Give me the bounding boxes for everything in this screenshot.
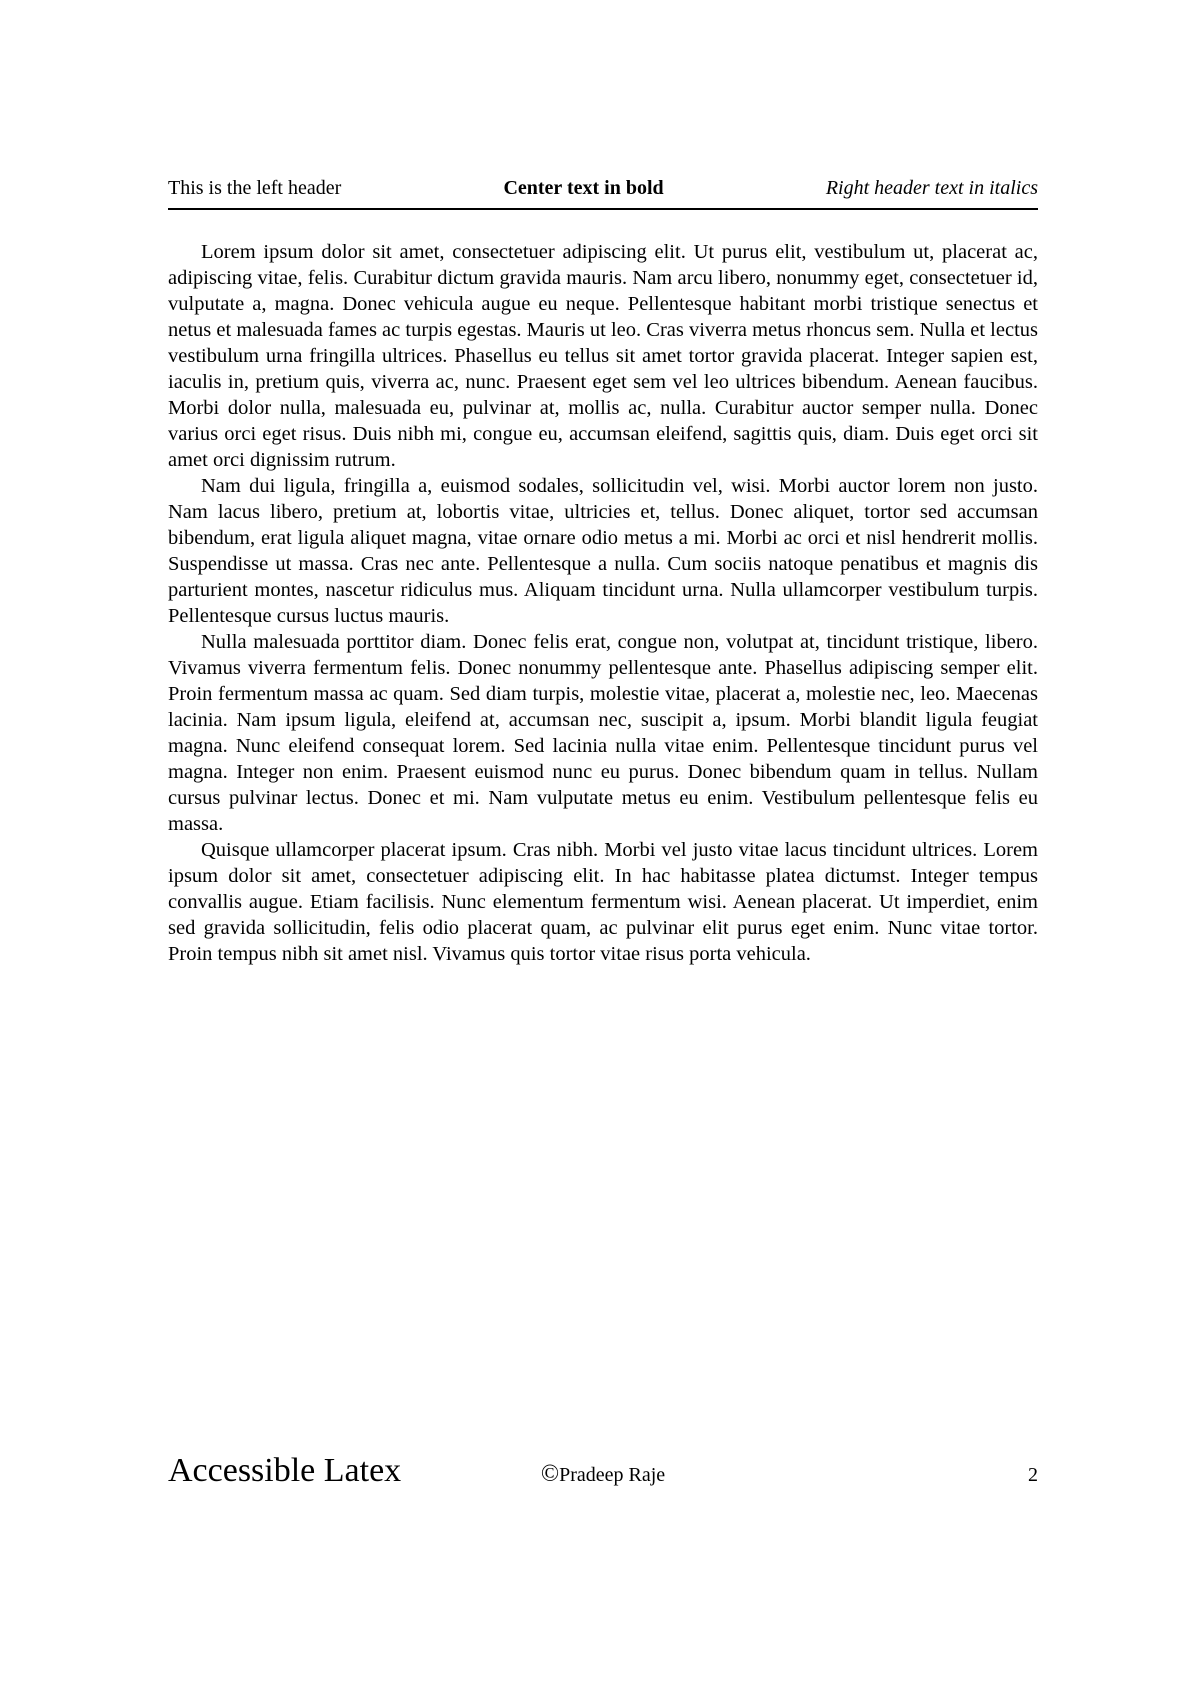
header-right-text: Right header text in italics bbox=[825, 177, 1038, 199]
footer-title: Accessible Latex bbox=[168, 1452, 402, 1489]
footer-copyright bbox=[541, 1462, 665, 1487]
body-paragraph-2: Nam dui ligula, fringilla a, euismod sodales, sollicitudin vel, wisi. Morbi auctor lorem non justo. Nam lacus libero, pretium at, lobortis vitae, ultricies et, tellus. Donec aliquet, tortor sed accumsan bibendum, erat ligula aliquet magna, vitae ornare odio metus a mi. Morbi ac orci et nisl hendrerit mollis. Suspendisse ut massa. Cras nec ante. Pellentesque a nulla. Cum sociis natoque penatibus et magnis dis parturient montes, nascetur ridiculus mus. Aliquam tincidunt urna. Nulla ullamcorper vestibulum turpis. Pellentesque cursus luctus mauris. bbox=[168, 475, 1038, 627]
page-footer bbox=[168, 1452, 1038, 1490]
footer-copyright-name: Pradeep Raje bbox=[559, 1464, 666, 1486]
page-header bbox=[168, 176, 1038, 200]
body-paragraph-1: Lorem ipsum dolor sit amet, consectetuer adipiscing elit. Ut purus elit, vestibulum ut, placerat ac, adipiscing vitae, felis. Curabitur dictum gravida mauris. Nam arcu libero, nonummy eget, consectetuer id, vulputate a, magna. Donec vehicula augue eu neque. Pellentesque habitant morbi tristique senectus et netus et malesuada fames ac turpis egestas. Mauris ut leo. Cras viverra metus rhoncus sem. Nulla et lectus vestibulum urna fringilla ultrices. Phasellus eu tellus sit amet tortor gravida placerat. Integer sapien est, iaculis in, pretium quis, viverra ac, nunc. Praesent eget sem vel leo ultrices bibendum. Aenean faucibus. Morbi dolor nulla, malesuada eu, pulvinar at, mollis ac, nulla. Curabitur auctor semper nulla. Donec varius orci eget risus. Duis nibh mi, congue eu, accumsan eleifend, sagittis quis, diam. Duis eget orci sit amet orci dignissim rutrum. bbox=[168, 241, 1038, 471]
header-left-text: This is the left header bbox=[168, 177, 342, 199]
body-paragraph-4: Quisque ullamcorper placerat ipsum. Cras nibh. Morbi vel justo vitae lacus tincidunt ultrices. Lorem ipsum dolor sit amet, consectetuer adipiscing elit. In hac habitasse platea dictumst. Integer tempus convallis augue. Etiam facilisis. Nunc elementum fermentum wisi. Aenean placerat. Ut imperdiet, enim sed gravida sollicitudin, felis odio placerat quam, ac pulvinar elit purus eget enim. Nunc vitae tortor. Proin tempus nibh sit amet nisl. Vivamus quis tortor vitae risus porta vehicula. bbox=[168, 839, 1038, 965]
page-body bbox=[168, 239, 1038, 967]
header-rule bbox=[168, 208, 1038, 210]
body-paragraph-3: Nulla malesuada porttitor diam. Donec felis erat, congue non, volutpat at, tincidunt tristique, libero. Vivamus viverra fermentum felis. Donec nonummy pellentesque ante. Phasellus adipiscing semper elit. Proin fermentum massa ac quam. Sed diam turpis, molestie vitae, placerat a, molestie nec, leo. Maecenas lacinia. Nam ipsum ligula, eleifend at, accumsan nec, suscipit a, ipsum. Morbi blandit ligula feugiat magna. Nunc eleifend consequat lorem. Sed lacinia nulla vitae enim. Pellentesque tincidunt purus vel magna. Integer non enim. Praesent euismod nunc eu purus. Donec bibendum quam in tellus. Nullam cursus pulvinar lectus. Donec et mi. Nam vulputate metus eu enim. Vestibulum pellentesque felis eu massa. bbox=[168, 631, 1038, 835]
header-center-text: Center text in bold bbox=[503, 177, 664, 199]
copyright-icon: © bbox=[540, 1461, 560, 1487]
page-number: 2 bbox=[1028, 1464, 1038, 1486]
